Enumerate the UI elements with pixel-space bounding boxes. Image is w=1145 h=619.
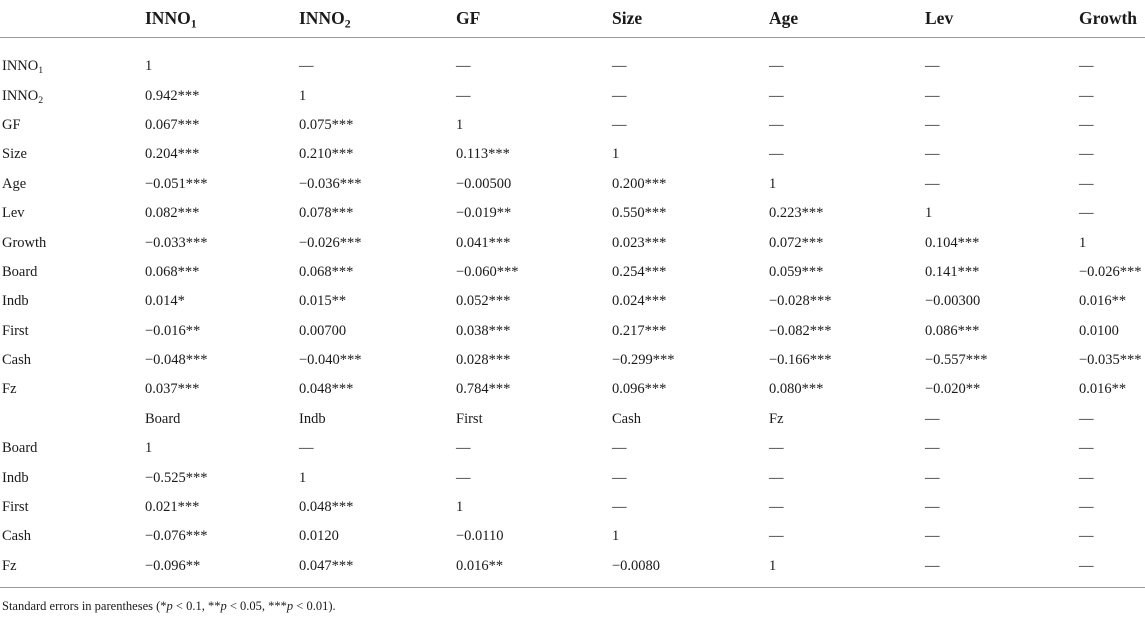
table-cell: 0.942*** bbox=[145, 87, 200, 104]
table-cell: 0.016** bbox=[1079, 293, 1127, 310]
table-row bbox=[0, 522, 1145, 551]
table-cell: 0.024*** bbox=[612, 293, 667, 310]
table-cell: — bbox=[925, 175, 940, 192]
table-cell: 0.028*** bbox=[456, 352, 511, 369]
row-label: GF bbox=[2, 116, 21, 133]
table-row bbox=[0, 346, 1145, 375]
table-cell: 0.048*** bbox=[299, 381, 354, 398]
table-cell: 0.014* bbox=[145, 293, 185, 310]
table-cell: −0.020** bbox=[925, 381, 981, 398]
table-cell: 0.210*** bbox=[299, 146, 354, 163]
table-cell: −0.557*** bbox=[925, 352, 988, 369]
table-cell: 0.254*** bbox=[612, 263, 667, 280]
table-cell: 1 bbox=[145, 440, 153, 457]
table-cell: 1 bbox=[612, 146, 620, 163]
table-cell: — bbox=[1079, 146, 1094, 163]
row-label: First bbox=[2, 499, 29, 516]
table-cell: 0.038*** bbox=[456, 322, 511, 339]
table-cell: — bbox=[925, 499, 940, 516]
table-cell: Indb bbox=[299, 410, 326, 427]
table-cell: 1 bbox=[145, 58, 153, 75]
table-cell: — bbox=[612, 87, 627, 104]
table-row bbox=[0, 228, 1145, 257]
table-cell: −0.019** bbox=[456, 205, 512, 222]
table-row bbox=[0, 287, 1145, 316]
table-cell: — bbox=[456, 58, 471, 75]
table-cell: 0.113*** bbox=[456, 146, 510, 163]
header-cell-inno1: $INNO_1$ bbox=[143, 0, 297, 38]
table-cell: — bbox=[612, 469, 627, 486]
table-cell: 0.023*** bbox=[612, 234, 667, 251]
row-label: Size bbox=[2, 146, 27, 163]
table-cell: 0.047*** bbox=[297, 552, 454, 588]
table-cell: — bbox=[925, 146, 940, 163]
table-cell: — bbox=[612, 440, 627, 457]
table-cell: −0.060*** bbox=[456, 263, 519, 280]
row-label: Board bbox=[2, 440, 38, 457]
table-cell: −0.525*** bbox=[145, 469, 208, 486]
table-cell: 0.223*** bbox=[769, 205, 824, 222]
table-cell: 1 bbox=[767, 552, 923, 588]
table-footnote: Standard errors in parentheses (*p < 0.1, **p < 0.05, ***p < 0.01). bbox=[2, 599, 336, 613]
table-row bbox=[0, 493, 1145, 522]
table-cell: 0.550*** bbox=[612, 205, 667, 222]
table-cell: 0.021*** bbox=[145, 499, 200, 516]
header-cell-growth: Growth bbox=[1077, 0, 1145, 38]
table-cell: 1 bbox=[299, 469, 307, 486]
table-cell: 0.041*** bbox=[456, 234, 511, 251]
row-label: Growth bbox=[2, 234, 47, 251]
table-cell: — bbox=[925, 440, 940, 457]
table-cell: −0.166*** bbox=[769, 352, 832, 369]
table-cell: 1 bbox=[1079, 234, 1087, 251]
table-cell: −0.026*** bbox=[1079, 263, 1142, 280]
table-cell: — bbox=[299, 440, 314, 457]
table-cell: — bbox=[612, 499, 627, 516]
header-row bbox=[0, 0, 1145, 38]
table-cell: Fz bbox=[769, 410, 784, 427]
table-row bbox=[0, 552, 1145, 588]
table-row bbox=[0, 140, 1145, 169]
table-cell: 1 bbox=[925, 205, 933, 222]
table-cell: −0.0110 bbox=[456, 528, 504, 545]
header-cell-age: Age bbox=[767, 0, 923, 38]
table-cell: — bbox=[1079, 528, 1094, 545]
table-cell: — bbox=[925, 87, 940, 104]
table-cell: — bbox=[456, 440, 471, 457]
row-label: First bbox=[2, 322, 29, 339]
table-cell: −0.00300 bbox=[925, 293, 981, 310]
table-row bbox=[0, 405, 1145, 434]
table-cell: 0.059*** bbox=[769, 263, 824, 280]
table-row bbox=[0, 317, 1145, 346]
table-cell: 0.204*** bbox=[145, 146, 200, 163]
table-cell: 1 bbox=[456, 499, 464, 516]
table-cell: — bbox=[1079, 87, 1094, 104]
table-cell: — bbox=[769, 146, 784, 163]
table-cell: — bbox=[769, 499, 784, 516]
table-cell: 0.016** bbox=[1079, 381, 1127, 398]
table-cell: — bbox=[456, 469, 471, 486]
table-cell: 0.141*** bbox=[925, 263, 980, 280]
table-cell: 0.037*** bbox=[145, 381, 200, 398]
row-label: Fz bbox=[0, 552, 143, 588]
table-cell: 0.078*** bbox=[299, 205, 354, 222]
row-label: Indb bbox=[2, 293, 29, 310]
row-label: $INNO_2$ bbox=[2, 87, 44, 106]
table-cell: First bbox=[456, 410, 483, 427]
table-cell: 1 bbox=[612, 528, 620, 545]
table-row bbox=[0, 38, 1145, 82]
table-cell: 0.0120 bbox=[299, 528, 339, 545]
table-row bbox=[0, 258, 1145, 287]
header-cell-0 bbox=[0, 0, 143, 38]
header-cell-inno2: $INNO_2$ bbox=[297, 0, 454, 38]
table-cell: 0.217*** bbox=[612, 322, 667, 339]
table-cell: 0.086*** bbox=[925, 322, 980, 339]
header-cell-lev: Lev bbox=[923, 0, 1077, 38]
table-cell: — bbox=[769, 58, 784, 75]
table-cell: −0.040*** bbox=[299, 352, 362, 369]
table-cell: — bbox=[1079, 175, 1094, 192]
table-row bbox=[0, 170, 1145, 199]
table-cell: −0.051*** bbox=[145, 175, 208, 192]
table-cell: 0.015** bbox=[299, 293, 347, 310]
table-cell: — bbox=[1079, 205, 1094, 222]
row-label: $INNO_1$ bbox=[2, 58, 44, 76]
table-cell: — bbox=[1079, 499, 1094, 516]
table-cell: — bbox=[925, 469, 940, 486]
table-cell: — bbox=[299, 58, 314, 75]
table-cell: Cash bbox=[612, 410, 641, 427]
row-label: Cash bbox=[2, 352, 31, 369]
table-cell: — bbox=[769, 116, 784, 133]
row-label: Cash bbox=[2, 528, 31, 545]
table-cell: Board bbox=[145, 410, 181, 427]
table-cell: — bbox=[456, 87, 471, 104]
table-row bbox=[0, 375, 1145, 404]
table-cell: 0.068*** bbox=[145, 263, 200, 280]
table-cell: −0.048*** bbox=[145, 352, 208, 369]
table-cell: −0.028*** bbox=[769, 293, 832, 310]
table-cell: −0.096** bbox=[143, 552, 297, 588]
table-cell: — bbox=[923, 552, 1077, 588]
table-cell: 0.096*** bbox=[612, 381, 667, 398]
table-cell: 0.075*** bbox=[299, 116, 354, 133]
table-cell: — bbox=[1079, 410, 1094, 427]
table-cell: — bbox=[1079, 58, 1094, 75]
table-cell: 0.104*** bbox=[925, 234, 980, 251]
header-cell-size: Size bbox=[610, 0, 767, 38]
table-cell: — bbox=[612, 58, 627, 75]
row-label: Lev bbox=[2, 205, 25, 222]
table-cell: — bbox=[925, 410, 940, 427]
table-cell: −0.0080 bbox=[610, 552, 767, 588]
table-cell: −0.016** bbox=[145, 322, 201, 339]
table-row bbox=[0, 463, 1145, 492]
table-cell: — bbox=[769, 469, 784, 486]
table-cell: — bbox=[769, 87, 784, 104]
table-cell: 0.082*** bbox=[145, 205, 200, 222]
table-cell: — bbox=[612, 116, 627, 133]
table-cell: 0.00700 bbox=[299, 322, 347, 339]
table-cell: −0.299*** bbox=[612, 352, 675, 369]
table-cell: −0.026*** bbox=[299, 234, 362, 251]
table-cell: — bbox=[1077, 552, 1145, 588]
table-cell: — bbox=[925, 116, 940, 133]
table-header bbox=[0, 0, 1145, 38]
row-label: Board bbox=[2, 263, 38, 280]
table-cell: — bbox=[769, 440, 784, 457]
table-cell: −0.035*** bbox=[1079, 352, 1142, 369]
table-row bbox=[0, 434, 1145, 463]
table-row bbox=[0, 81, 1145, 110]
table-cell: 0.784*** bbox=[456, 381, 511, 398]
table-cell: 1 bbox=[299, 87, 307, 104]
table-cell: 0.052*** bbox=[456, 293, 511, 310]
row-label bbox=[0, 405, 143, 434]
table-cell: 0.080*** bbox=[769, 381, 824, 398]
table-cell: — bbox=[925, 528, 940, 545]
row-label: Age bbox=[2, 175, 27, 192]
table-cell: 0.0100 bbox=[1079, 322, 1119, 339]
table-cell: 0.048*** bbox=[299, 499, 354, 516]
table-cell: −0.076*** bbox=[145, 528, 208, 545]
table-cell: 0.016** bbox=[454, 552, 610, 588]
table-cell: −0.082*** bbox=[769, 322, 832, 339]
table-cell: 0.067*** bbox=[145, 116, 200, 133]
table-cell: 1 bbox=[769, 175, 777, 192]
table-cell: −0.036*** bbox=[299, 175, 362, 192]
table-cell: 0.068*** bbox=[299, 263, 354, 280]
table-cell: −0.033*** bbox=[145, 234, 208, 251]
table-cell: — bbox=[769, 528, 784, 545]
table-cell: — bbox=[1079, 116, 1094, 133]
table-body bbox=[0, 38, 1145, 588]
table-row bbox=[0, 199, 1145, 228]
table-cell: — bbox=[1079, 440, 1094, 457]
row-label: Indb bbox=[2, 469, 29, 486]
table-cell: 0.200*** bbox=[612, 175, 667, 192]
table-cell: — bbox=[1079, 469, 1094, 486]
table-cell: — bbox=[925, 58, 940, 75]
table-cell: 1 bbox=[456, 116, 464, 133]
table-cell: 0.072*** bbox=[769, 234, 824, 251]
table-cell: −0.00500 bbox=[456, 175, 512, 192]
table-row bbox=[0, 111, 1145, 140]
header-cell-gf: GF bbox=[454, 0, 610, 38]
row-label: Fz bbox=[2, 381, 17, 398]
